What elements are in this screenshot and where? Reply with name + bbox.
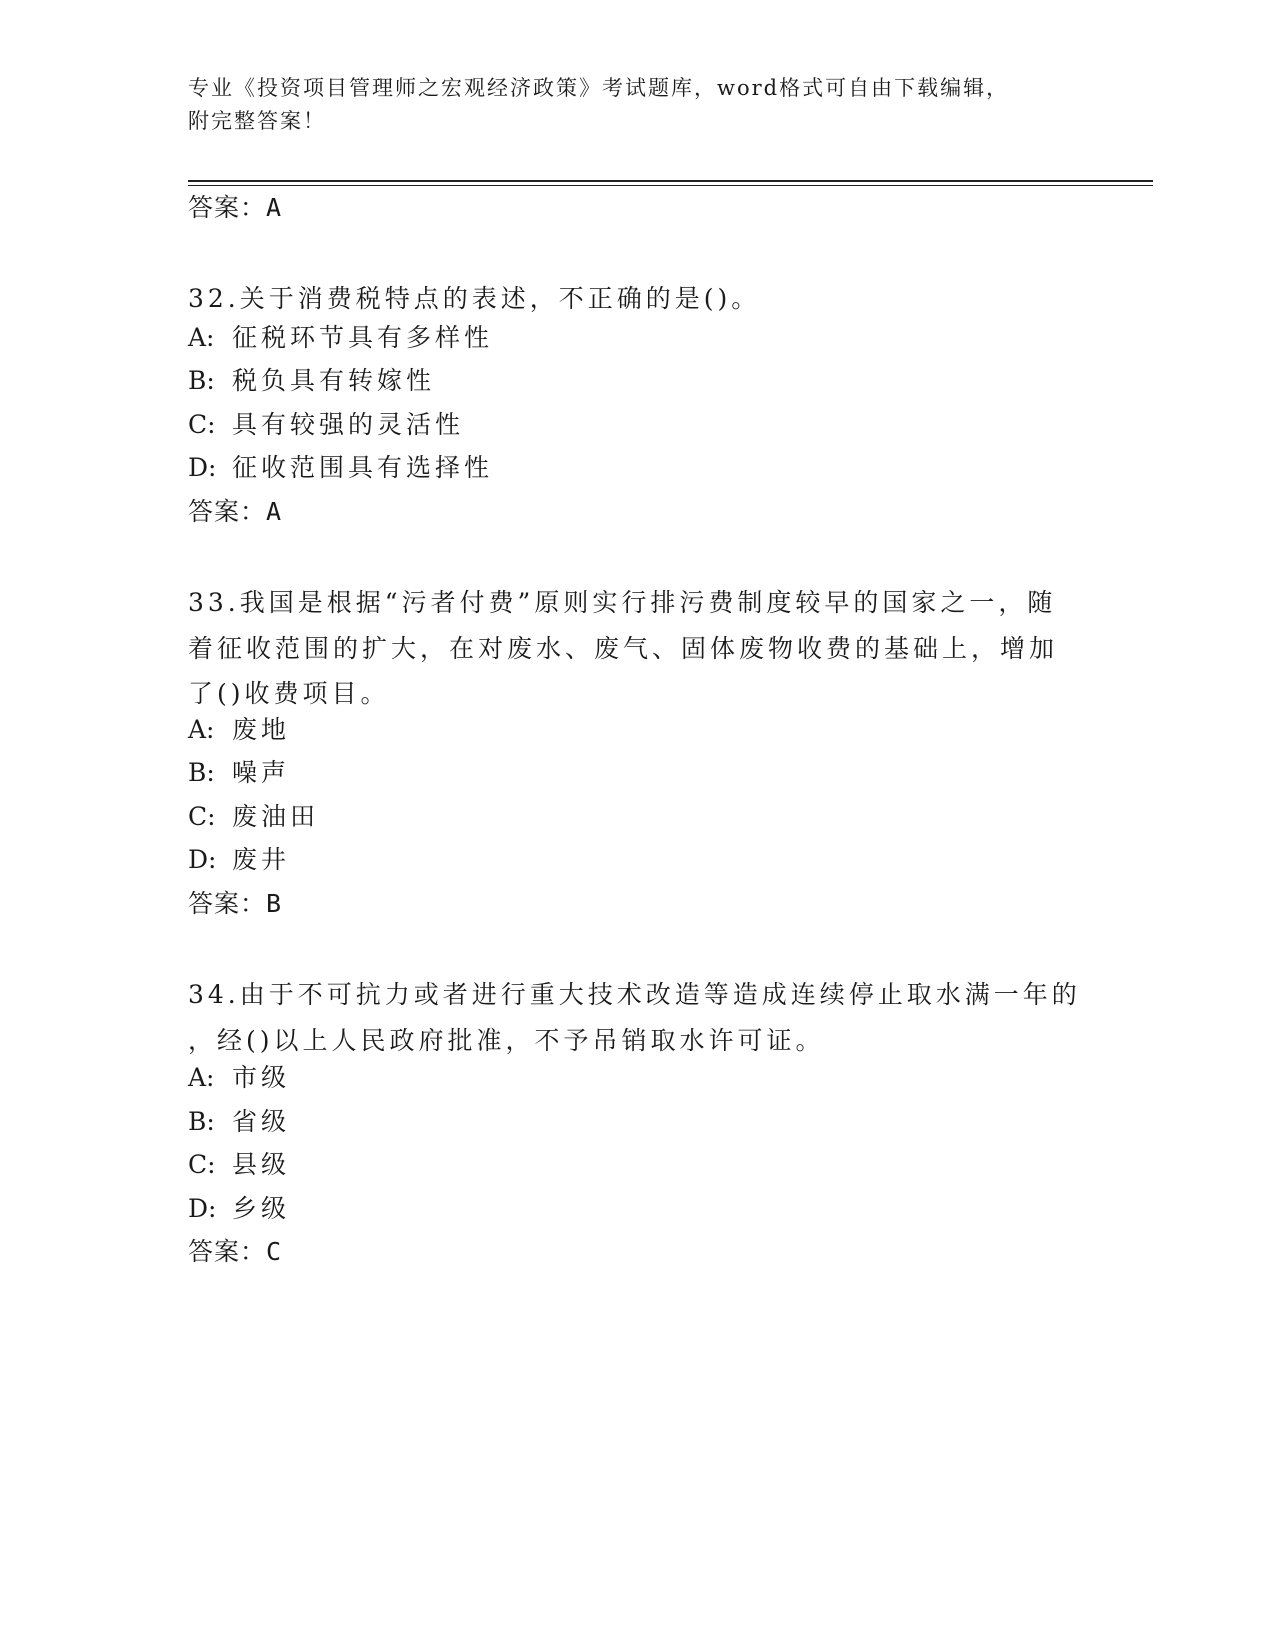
- option-d: [188, 844, 290, 876]
- option-key: D:: [188, 845, 217, 874]
- option-text: 县级: [232, 1150, 291, 1179]
- answer-label: 答案：: [188, 1237, 267, 1266]
- option-text: 税负具有转嫁性: [232, 366, 436, 395]
- option-key: C:: [188, 410, 216, 439]
- option-c: [188, 801, 319, 833]
- question-text-line-3: 了()收费项目。: [188, 679, 390, 708]
- option-text: 废地: [232, 715, 291, 744]
- option-a: [188, 714, 290, 746]
- option-key: B:: [188, 758, 215, 787]
- answer-label: 答案：: [188, 889, 267, 918]
- answer-value: B: [266, 889, 283, 918]
- option-key: B:: [188, 366, 215, 395]
- option-key: D:: [188, 453, 217, 482]
- question-32: [188, 276, 1088, 322]
- question-text-line-2: ，经()以上人民政府批准，不予吊销取水许可证。: [188, 1025, 825, 1055]
- question-number: 34.: [188, 980, 240, 1009]
- option-key: A:: [188, 1063, 215, 1092]
- question-33: [188, 580, 1088, 717]
- option-a: [188, 1062, 290, 1094]
- option-key: B:: [188, 1107, 215, 1136]
- option-text: 废油田: [232, 802, 320, 831]
- question-text: 关于消费税特点的表述，不正确的是()。: [239, 284, 761, 313]
- header-line-2: 附完整答案！: [188, 109, 326, 133]
- option-key: C:: [188, 802, 216, 831]
- option-c: [188, 1149, 290, 1181]
- option-d: [188, 452, 493, 484]
- answer-line-prev: [188, 192, 282, 224]
- option-a: [188, 322, 493, 354]
- option-key: A:: [188, 715, 215, 744]
- answer-label: 答案：: [188, 193, 267, 222]
- header-divider-thick: [188, 180, 1153, 182]
- option-b: [188, 757, 290, 789]
- option-text: 市级: [232, 1063, 291, 1092]
- option-c: [188, 409, 464, 441]
- option-text: 乡级: [232, 1194, 291, 1223]
- document-header: [188, 72, 1068, 138]
- option-text: 省级: [232, 1107, 291, 1136]
- option-text: 废井: [232, 845, 291, 874]
- answer-value: A: [266, 497, 283, 526]
- option-b: [188, 1106, 290, 1138]
- answer-line-33: [188, 888, 282, 920]
- answer-value: A: [266, 193, 283, 222]
- option-key: D:: [188, 1194, 217, 1223]
- answer-label: 答案：: [188, 497, 267, 526]
- question-number: 32.: [188, 284, 240, 313]
- question-34: [188, 972, 1088, 1063]
- header-divider-thin: [188, 185, 1153, 186]
- answer-line-34: [188, 1236, 282, 1268]
- option-key: A:: [188, 323, 215, 352]
- question-text-line-2: 着征收范围的扩大，在对废水、废气、固体废物收费的基础上，增加: [188, 633, 1059, 663]
- option-text: 具有较强的灵活性: [232, 410, 465, 439]
- option-text: 噪声: [232, 758, 291, 787]
- option-text: 征收范围具有选择性: [232, 453, 494, 482]
- option-key: C:: [188, 1150, 216, 1179]
- option-text: 征税环节具有多样性: [232, 323, 494, 352]
- option-d: [188, 1193, 290, 1225]
- header-line-1: 专业《投资项目管理师之宏观经济政策》考试题库，word格式可自由下载编辑，: [188, 76, 1010, 100]
- answer-line-32: [188, 496, 282, 528]
- question-text-line-1: 我国是根据“污者付费”原则实行排污费制度较早的国家之一，随: [239, 588, 1057, 617]
- question-text-line-1: 由于不可抗力或者进行重大技术改造等造成连续停止取水满一年的: [239, 980, 1081, 1009]
- option-b: [188, 365, 435, 397]
- answer-value: C: [266, 1237, 283, 1266]
- question-number: 33.: [188, 588, 240, 617]
